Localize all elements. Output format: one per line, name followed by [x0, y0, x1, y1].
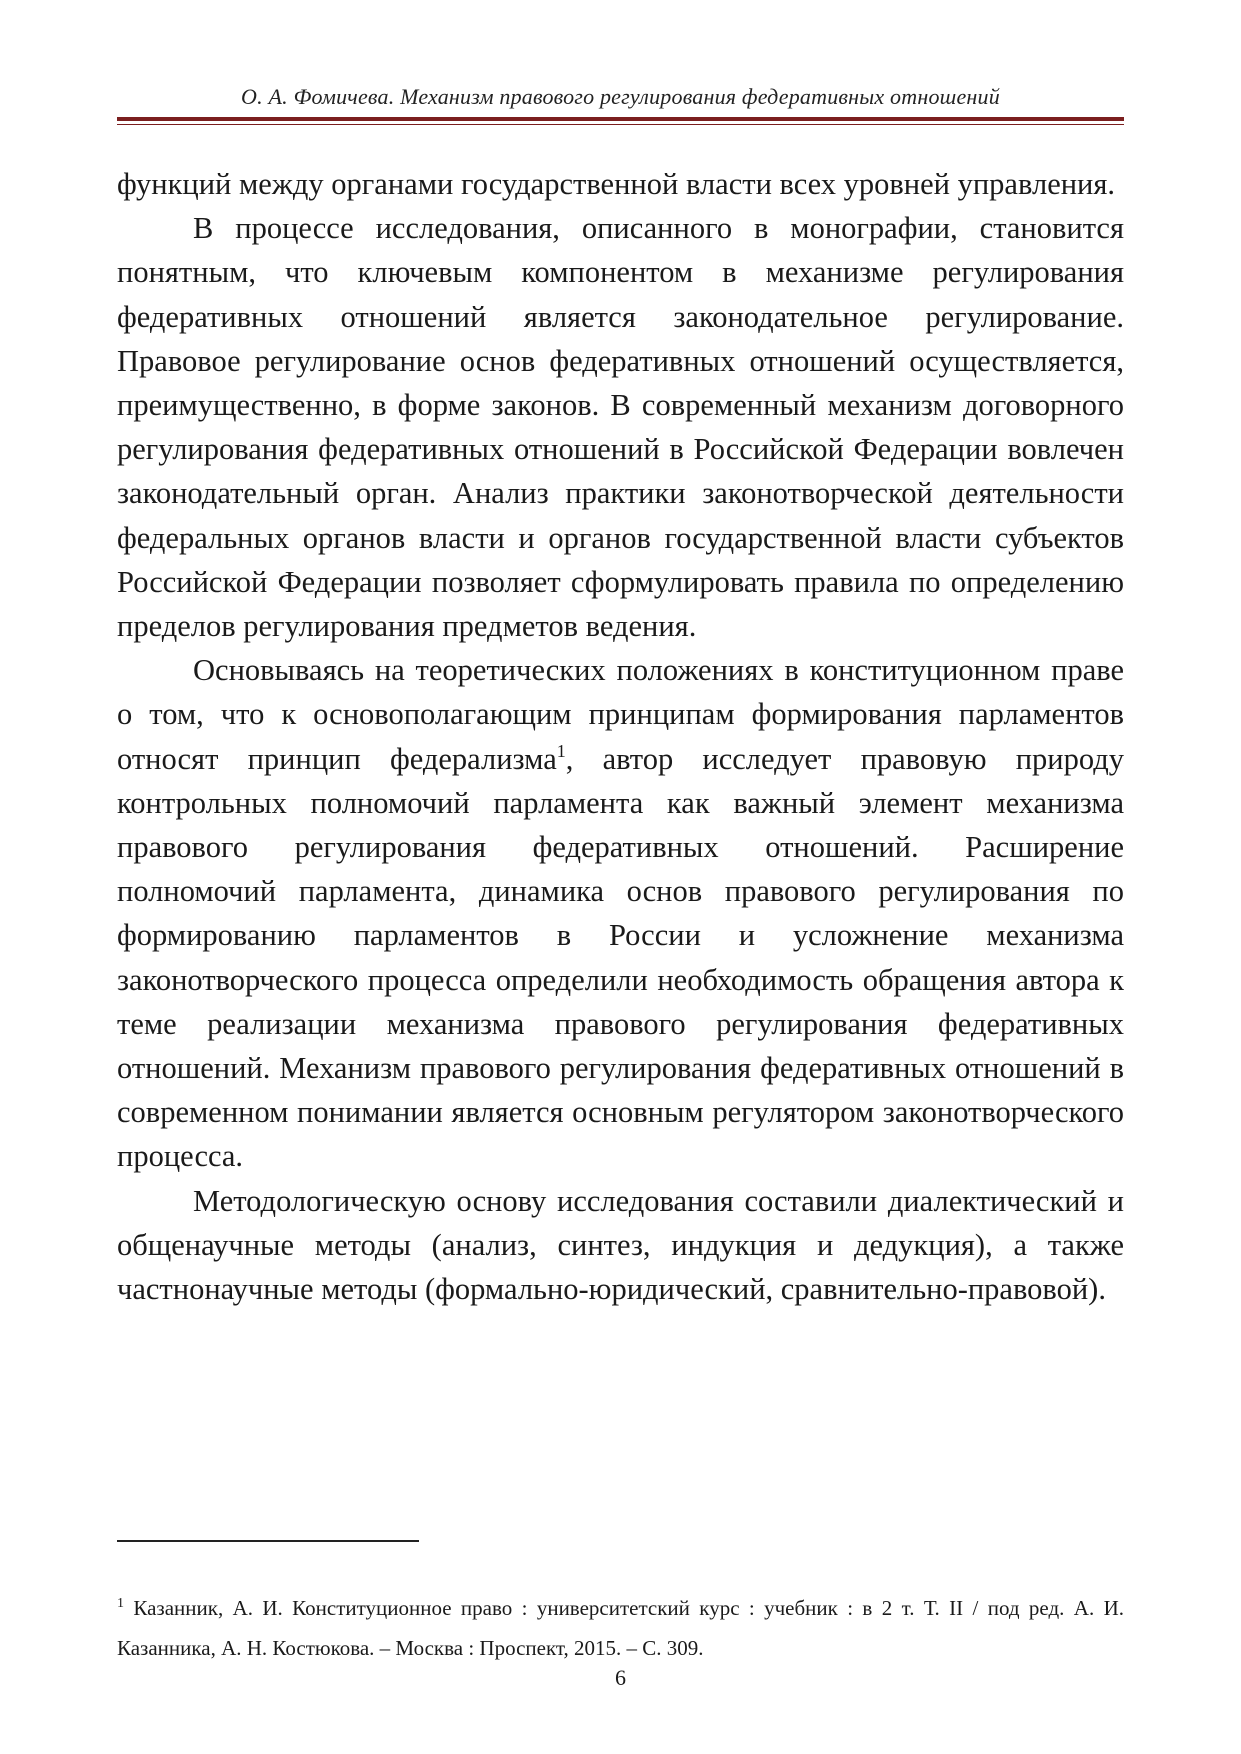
header-rule-thin [117, 124, 1124, 125]
footnote-marker: 1 [117, 1596, 124, 1611]
paragraph-3-text-after: , автор исследует правовую природу контрольных полномочий парламента как важный элемент механизма правового регулирования федеративных отношений. Расширение полномочий парламента, динамика основ правового регулирования по формированию парламентов в России и усложнение механизма законотворческого процесса определили необходимость обращения автора к теме реализации механизма правового регулирования федеративных отношений. Механизм правового регулирования федеративных отношений в современном понимании является основным регулятором законотворческого процесса. [117, 741, 1124, 1174]
paragraph-3-text-before: Основываясь на теоретических положениях в конституционном праве о том, что к основополагающим принципам формирования парламентов относят принцип федерализма [117, 653, 1124, 776]
paragraph-2: В процессе исследования, описанного в монографии, становится понятным, что ключевым компонентом в механизме регулирования федеративных отношений является законодательное регулирование. Правовое регулирование основ федеративных отношений осуществляется, преимущественно, в форме законов. В современный механизм договорного регулирования федеративных отношений в Российской Федерации вовлечен законодательный орган. Анализ практики законотворческой деятельности федеральных органов власти и органов государственной власти субъектов Российской Федерации позволяет сформулировать правила по определению пределов регулирования предметов ведения. [117, 211, 1124, 644]
paragraph-4: Методологическую основу исследования составили диалектический и общенаучные методы (анализ, синтез, индукция и дедукция), а также частнонаучные методы (формально-юридический, сравнительно-правовой). [117, 1183, 1124, 1307]
footnote-reference[interactable]: 1 [556, 740, 566, 761]
page-number: 6 [615, 1665, 626, 1690]
footnote [117, 1588, 1124, 1668]
running-header: О. А. Фомичева. Механизм правового регулирования федеративных отношений [241, 84, 1000, 109]
paragraph-1: функций между органами государственной власти всех уровней управления. [117, 167, 1116, 201]
footnote-separator [117, 1540, 419, 1542]
header-rule [117, 117, 1124, 121]
body-text [117, 162, 1124, 1311]
paragraph-3 [117, 648, 1124, 1178]
footnote-text: Казанник, А. И. Конституционное право : университетский курс : учебник : в 2 т. Т. II / под ред. А. И. Казанника, А. Н. Костюкова. – Москва : Проспект, 2015. – С. 309. [117, 1596, 1124, 1660]
